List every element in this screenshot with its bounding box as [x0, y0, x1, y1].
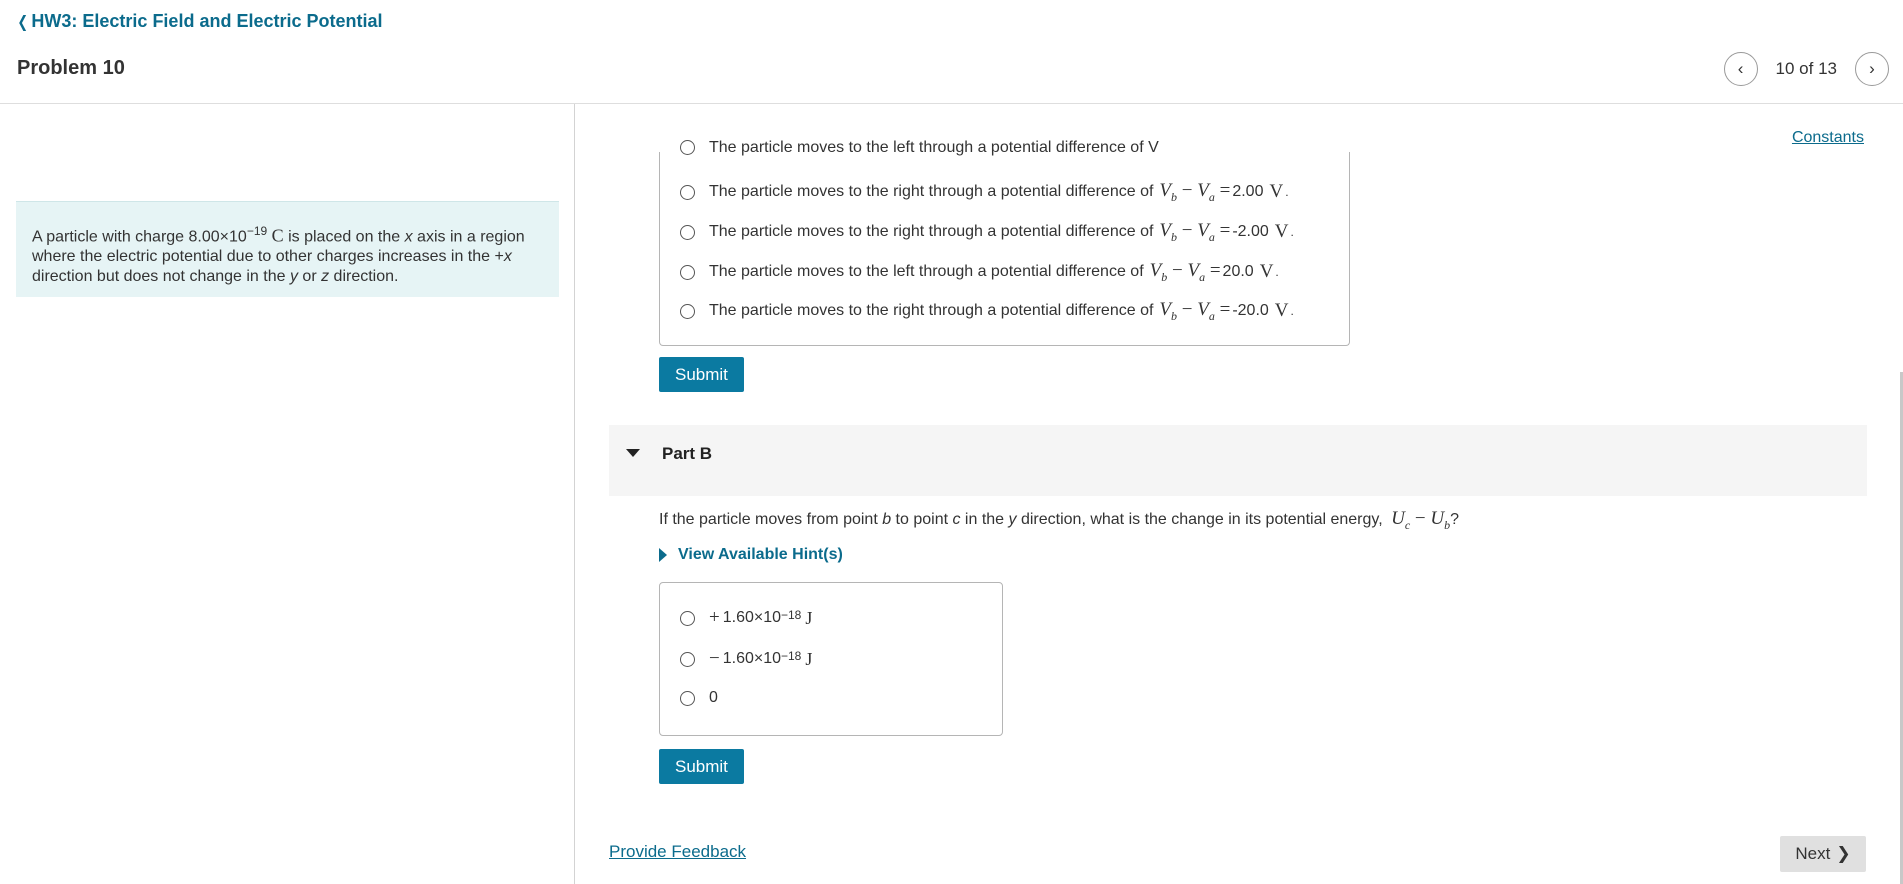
chevron-right-icon: › [1869, 59, 1875, 78]
radio-button[interactable] [680, 691, 695, 706]
part-b-title: Part B [662, 444, 713, 463]
part-a-submit-button[interactable]: Submit [659, 357, 744, 392]
radio-button[interactable] [680, 265, 695, 280]
next-button[interactable]: Next ❯ [1780, 836, 1866, 872]
caret-right-icon [659, 548, 667, 562]
pane-divider [574, 104, 575, 884]
part-a-option-2[interactable]: The particle moves to the right through a potential difference of $V_b - V_a$ = -2.00 V . [680, 220, 1294, 245]
part-b-submit-button[interactable]: Submit [659, 749, 744, 784]
part-b-option-1[interactable]: + 1.60×10 $^{-18}$ J [680, 607, 812, 629]
part-a-option-1[interactable]: The particle moves to the right through a potential difference of $V_b - V_a$ = 2.00 V . [680, 180, 1289, 205]
radio-button[interactable] [680, 652, 695, 667]
pager-count: 10 of 13 [1775, 59, 1837, 78]
chevron-left-icon: ❮ [17, 13, 29, 31]
part-b-question: If the particle moves from point b to point c in the y direction, what is the change in its potential energy, $U_c - U_b$? [659, 508, 1460, 532]
radio-button[interactable] [680, 304, 695, 319]
radio-button[interactable] [680, 185, 695, 200]
constants-link[interactable]: Constants [1791, 129, 1864, 146]
back-to-assignment-link[interactable] [16, 11, 383, 32]
radio-button[interactable] [680, 140, 695, 155]
next-problem-button[interactable] [1855, 52, 1889, 86]
previous-problem-button[interactable] [1724, 52, 1758, 86]
part-a-option-3[interactable]: The particle moves to the left through a potential difference of $V_b - V_a$ = 20.0 V . [680, 260, 1279, 285]
problem-title: Problem 10 [17, 57, 125, 79]
part-b-option-3[interactable]: 0 [680, 689, 718, 707]
part-b-option-2[interactable]: − 1.60×10 $^{-18}$ J [680, 648, 812, 670]
part-a-options [659, 139, 1350, 346]
assignment-title: HW3: Electric Field and Electric Potential [31, 11, 383, 31]
problem-statement: A particle with charge $8.00\times 10^{-19}$ C is placed on the x axis in a region where the electric potential due to other charges increases in the +x direction but does not change in the y or z direction. [16, 201, 559, 297]
view-hints-toggle[interactable]: View Available Hint(s) [659, 546, 843, 564]
provide-feedback-link[interactable]: Provide Feedback [609, 842, 747, 861]
partially-visible-option[interactable]: The particle moves to the left through a potential difference of V [680, 139, 1159, 157]
part-b-options [659, 582, 1003, 736]
part-b-header[interactable] [609, 425, 1867, 496]
part-a-option-4[interactable]: The particle moves to the right through a potential difference of $V_b - V_a$ = -20.0 V . [680, 299, 1294, 324]
radio-button[interactable] [680, 225, 695, 240]
radio-button[interactable] [680, 611, 695, 626]
header-divider [0, 103, 1903, 104]
chevron-left-icon: ‹ [1737, 59, 1744, 78]
chevron-right-icon: ❯ [1836, 844, 1851, 863]
caret-down-icon [626, 449, 640, 457]
problem-pager [1724, 52, 1889, 86]
